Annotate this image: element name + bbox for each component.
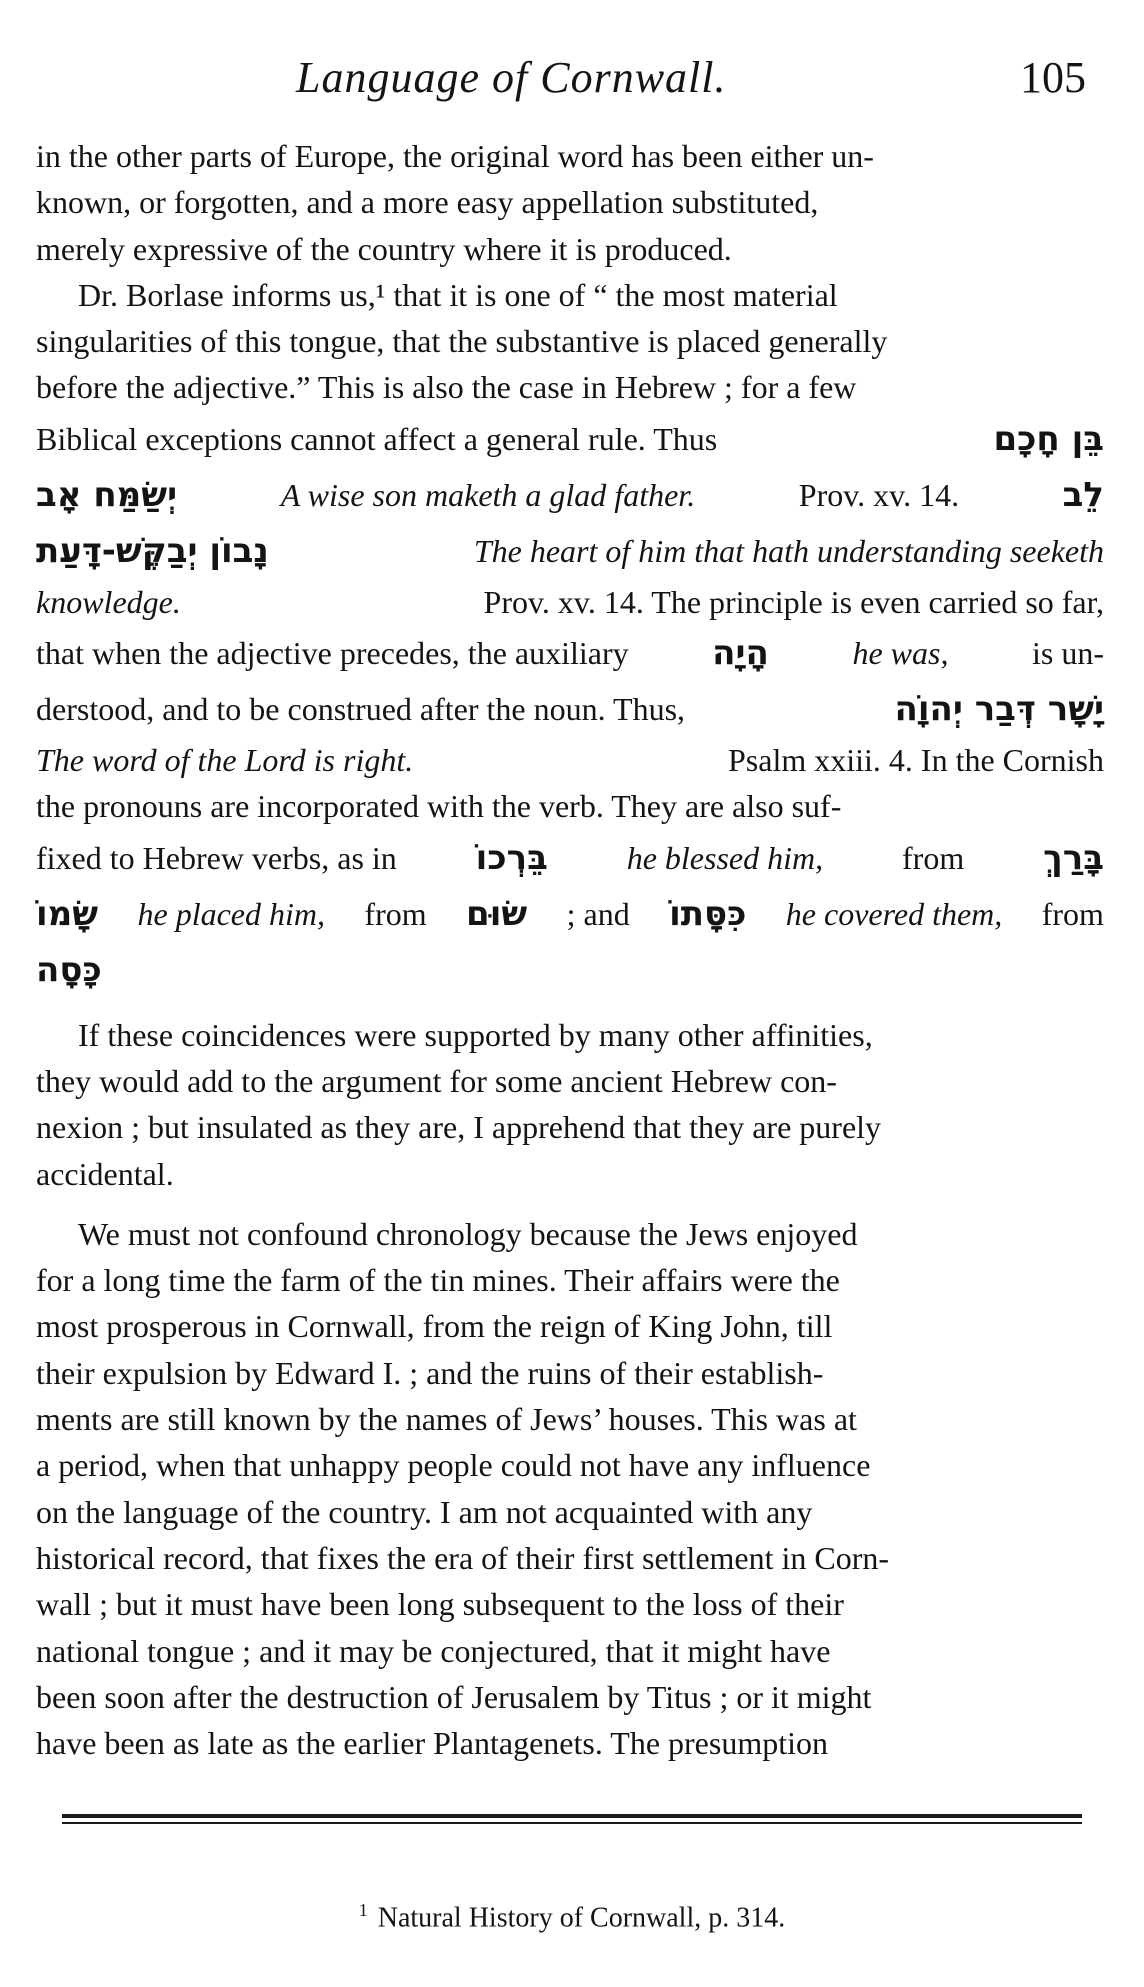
hebrew-word: כָּסָה: [36, 949, 102, 990]
text-line: שָׂמוֹ he placed him, from שׂוּם ; and כִּסָּתוֹ he covered them, from: [36, 886, 1104, 942]
text-line: knowledge. Prov. xv. 14. The principle is even carried so far,: [36, 579, 1104, 625]
text-line: [36, 523, 1104, 579]
text-line: nexion ; but insulated as they are, I apprehend that they are purely: [36, 1109, 882, 1146]
hebrew-word: הָיָה: [712, 632, 769, 673]
footnote-rule: [62, 1814, 1082, 1818]
text-line: their expulsion by Edward I. ; and the ruins of their establish-: [36, 1354, 824, 1391]
running-head: [0, 52, 1144, 112]
text-line: [36, 942, 1104, 998]
text-line: We must not confound chronology because the Jews enjoyed: [78, 1215, 858, 1252]
body-text: [36, 133, 1104, 1766]
text-line: Biblical exceptions cannot affect a general rule. Thus בֵּן חָכָם: [36, 411, 1104, 467]
footnote-text: Natural History of Cornwall, p. 314.: [377, 1902, 786, 1934]
text-line: in the other parts of Europe, the original word has been either un-: [36, 138, 874, 174]
text-line: they would add to the argument for some ancient Hebrew con-: [36, 1062, 837, 1099]
footnote-marker: 1: [358, 1900, 368, 1920]
hebrew-word: בָּרַךְ: [1043, 837, 1104, 878]
text-line: most prosperous in Cornwall, from the reign of King John, till: [36, 1308, 833, 1345]
hebrew-word: יָשָׁר דְּבַר יְהוָֹה: [894, 688, 1104, 729]
text-line: for a long time the farm of the tin mines. Their affairs were the: [36, 1262, 840, 1299]
text-line: on the language of the country. I am not acquainted with any: [36, 1493, 813, 1530]
text-line: singularities of this tongue, that the substantive is placed generally: [36, 323, 888, 360]
hebrew-word: שָׂמוֹ: [36, 893, 99, 934]
text-line: been soon after the destruction of Jerusalem by Titus ; or it might: [36, 1678, 872, 1715]
text-line: have been as late as the earlier Plantagenets. The presumption: [36, 1725, 828, 1762]
hebrew-word: יְשַׂמַּח אָב: [36, 474, 178, 515]
hebrew-word: בֵּן חָכָם: [993, 418, 1104, 459]
italic-translation: he placed him,: [137, 895, 325, 932]
hebrew-word: נָבוֹן יְבַקֶּשׁ-דָּעַת: [36, 530, 269, 571]
italic-translation: knowledge.: [36, 583, 181, 620]
italic-translation: A wise son maketh a glad father.: [280, 476, 696, 513]
hebrew-word: לֵב: [1062, 474, 1104, 515]
italic-translation: he was,: [852, 634, 949, 671]
text-line: a period, when that unhappy people could not have any influence: [36, 1447, 871, 1484]
hebrew-word: כִּסָּתוֹ: [669, 893, 747, 934]
text-line: Dr. Borlase informs us,¹ that it is one of “ the most material: [78, 276, 838, 313]
text-line: national tongue ; and it may be conjectured, that it might have: [36, 1632, 831, 1669]
text-line: known, or forgotten, and a more easy appellation substituted,: [36, 184, 819, 221]
text-line: derstood, and to be construed after the noun. Thus, יָשָׁר דְּבַר יְהוָֹה: [36, 681, 1104, 737]
page-number: 105: [1020, 53, 1086, 102]
text-line: ments are still known by the names of Jews’ houses. This was at: [36, 1401, 857, 1438]
text-line: If these coincidences were supported by many other affinities,: [78, 1016, 873, 1053]
text-line: the pronouns are incorporated with the verb. They are also suf-: [36, 788, 842, 825]
text-line: The word of the Lord is right. Psalm xxiii. 4. In the Cornish: [36, 737, 1104, 783]
text-line: accidental.: [36, 1155, 174, 1192]
italic-translation: The heart of him that hath understanding seeketh: [473, 532, 1104, 569]
footnote: [0, 1900, 1144, 1934]
hebrew-word: שׂוּם: [466, 893, 528, 934]
hebrew-word: בֵּרְכוֹ: [475, 837, 548, 878]
text-line: merely expressive of the country where it is produced.: [36, 230, 732, 267]
text-line: historical record, that fixes the era of their first settlement in Corn-: [36, 1539, 890, 1576]
footnote-rule-thin: [62, 1822, 1082, 1824]
running-title: Language of Cornwall.: [296, 53, 727, 102]
text-line: fixed to Hebrew verbs, as in בֵּרְכוֹ he blessed him, from בָּרַךְ: [36, 830, 1104, 886]
text-line: that when the adjective precedes, the auxiliary הָיָה he was, is un-: [36, 625, 1104, 681]
italic-translation: he covered them,: [785, 895, 1003, 932]
italic-translation: he blessed him,: [626, 839, 824, 876]
text-line: wall ; but it must have been long subsequent to the loss of their: [36, 1586, 844, 1623]
italic-translation: The word of the Lord is right.: [36, 742, 414, 779]
text-line: before the adjective.” This is also the case in Hebrew ; for a few: [36, 369, 857, 406]
text-line: יְשַׂמַּח אָב A wise son maketh a glad father. Prov. xv. 14. לֵב: [36, 467, 1104, 523]
